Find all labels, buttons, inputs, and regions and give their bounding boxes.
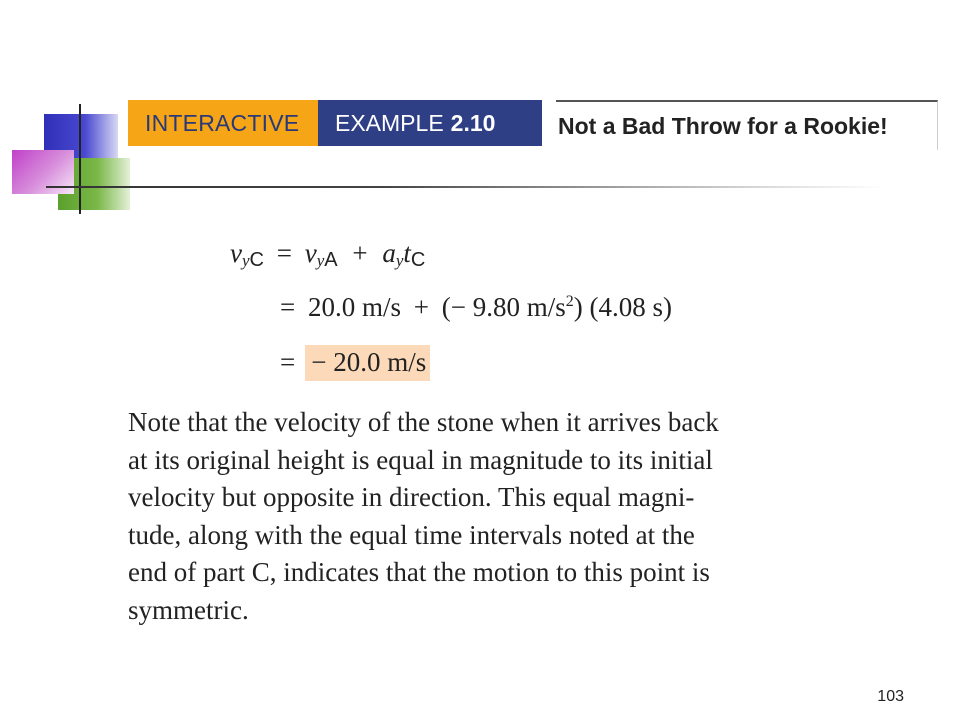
- paragraph-line: end of part C, indicates that the motion to this point is: [128, 557, 710, 587]
- example-label: [318, 100, 542, 146]
- eq1-plus: +: [352, 238, 368, 268]
- eq2-equals: =: [280, 292, 296, 322]
- eq1-term1-var: v: [304, 238, 317, 268]
- eq1-lhs-label: C: [249, 249, 264, 271]
- interactive-label: INTERACTIVE: [128, 100, 318, 146]
- decorative-horizontal-line: [46, 186, 886, 188]
- eq3-equals: =: [280, 347, 296, 377]
- eq1-term2-label: C: [410, 249, 426, 271]
- paragraph-line: at its original height is equal in magnitude to its initial: [128, 444, 713, 475]
- eq2-plus: +: [413, 292, 429, 322]
- explanation-paragraph: [128, 404, 868, 629]
- eq1-term2-sub: y: [395, 251, 404, 270]
- eq1-equals: =: [276, 238, 292, 268]
- eq2-acceleration-exponent: 2: [565, 293, 574, 310]
- example-number: 2.10: [450, 109, 496, 136]
- eq1-lhs-sub: y: [241, 251, 250, 270]
- eq2-time: (4.08 s): [589, 292, 672, 322]
- example-title: Not a Bad Throw for a Rookie!: [556, 100, 938, 150]
- page-number: 103: [877, 688, 904, 705]
- decorative-vertical-line: [79, 104, 81, 214]
- example-banner: [128, 100, 542, 146]
- example-word: EXAMPLE: [335, 109, 444, 136]
- equation-line-3: [280, 347, 430, 378]
- paragraph-line: velocity but opposite in direction. This equal magni-: [128, 482, 695, 512]
- equation-line-2: [280, 292, 672, 323]
- eq1-lhs-var: v: [230, 238, 242, 268]
- paragraph-line: symmetric.: [128, 594, 249, 625]
- equation-line-1: [230, 238, 425, 272]
- eq1-term1-sub: y: [316, 251, 325, 270]
- eq2-initial-velocity: 20.0 m/s: [307, 292, 401, 322]
- highlighted-answer: − 20.0 m/s: [305, 345, 430, 381]
- eq2-acceleration-close: ): [573, 292, 583, 322]
- paragraph-line: tude, along with the equal time intervals noted at the: [128, 519, 695, 550]
- eq1-term2-var: a: [382, 238, 396, 268]
- eq1-term1-label: A: [324, 249, 338, 271]
- eq1-term2-t: t: [403, 238, 411, 268]
- eq2-acceleration: (− 9.80 m/s: [441, 292, 566, 322]
- paragraph-line: Note that the velocity of the stone when it arrives back: [128, 407, 719, 437]
